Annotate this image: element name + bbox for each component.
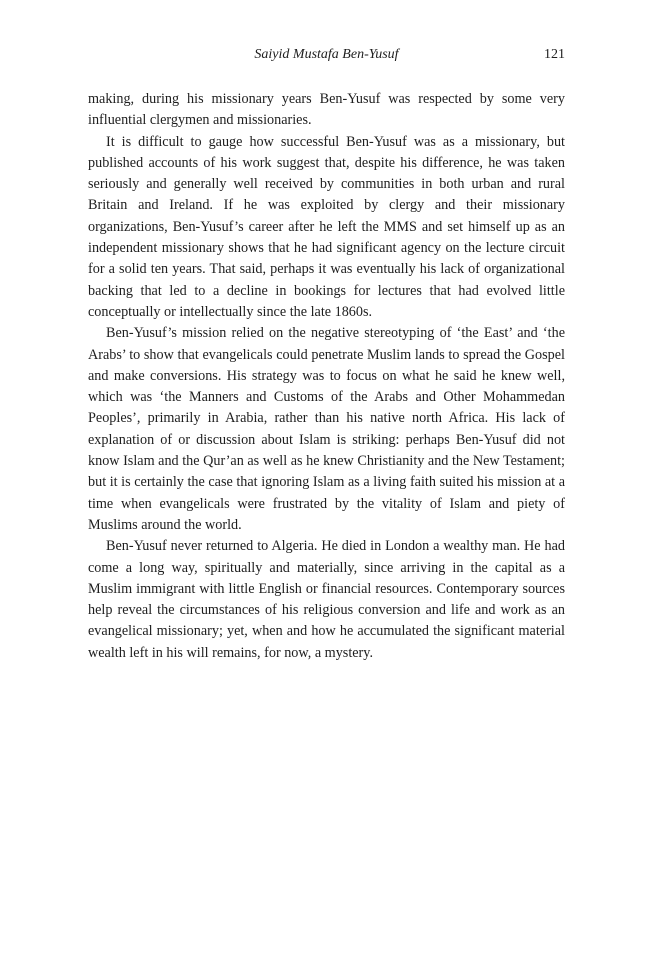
paragraph: Ben-Yusuf’s mission relied on the negative stereotyping of ‘the East’ and ‘the Arabs’ to show that evangelicals could penetrate Muslim lands to spread the Gospel and make conversions. His strategy was to focus on what he said he knew well, which was ‘the Manners and Customs of the Arabs and Other Mohammedan Peoples’, primarily in Arabia, rather than his native north Africa. His lack of explanation of or discussion about Islam is striking: perhaps Ben-Yusuf did not know Islam and the Qur’an as well as he knew Christianity and the New Testament; but it is certainly the case that ignoring Islam as a living faith suited his mission at a time when evangelicals were frustrated by the vitality of Islam and piety of Muslims around the world. — [88, 325, 565, 533]
paragraph: It is difficult to gauge how successful Ben-Yusuf was as a missionary, but published accounts of his work suggest that, despite his difference, he was taken seriously and generally well received by communities in both urban and rural Britain and Ireland. If he was exploited by clergy and their missionary organizations, Ben-Yusuf’s career after he left the MMS and set himself up as an independent missionary shows that he had significant agency on the lecture circuit for a solid ten years. That said, perhaps it was eventually his lack of organizational backing that led to a decline in bookings for lectures that had evolved little conceptually or intellectually since the late 1860s. — [88, 133, 565, 320]
running-head — [88, 45, 565, 65]
page-number: 121 — [544, 47, 565, 62]
body-text — [88, 89, 565, 664]
paragraph: Ben-Yusuf never returned to Algeria. He died in London a wealthy man. He had come a long way, spiritually and materially, since arriving in the capital as a Muslim immigrant with little English or financial resources. Contemporary sources help reveal the circumstances of his religious conversion and life and work as an evangelical missionary; yet, when and how he accumulated the significant material wealth left in his will remains, for now, a mystery. — [88, 538, 565, 661]
paragraph-continued: making, during his missionary years Ben-Yusuf was respected by some very influential clergymen and missionaries. — [88, 91, 565, 129]
running-title: Saiyid Mustafa Ben-Yusuf — [254, 47, 399, 62]
